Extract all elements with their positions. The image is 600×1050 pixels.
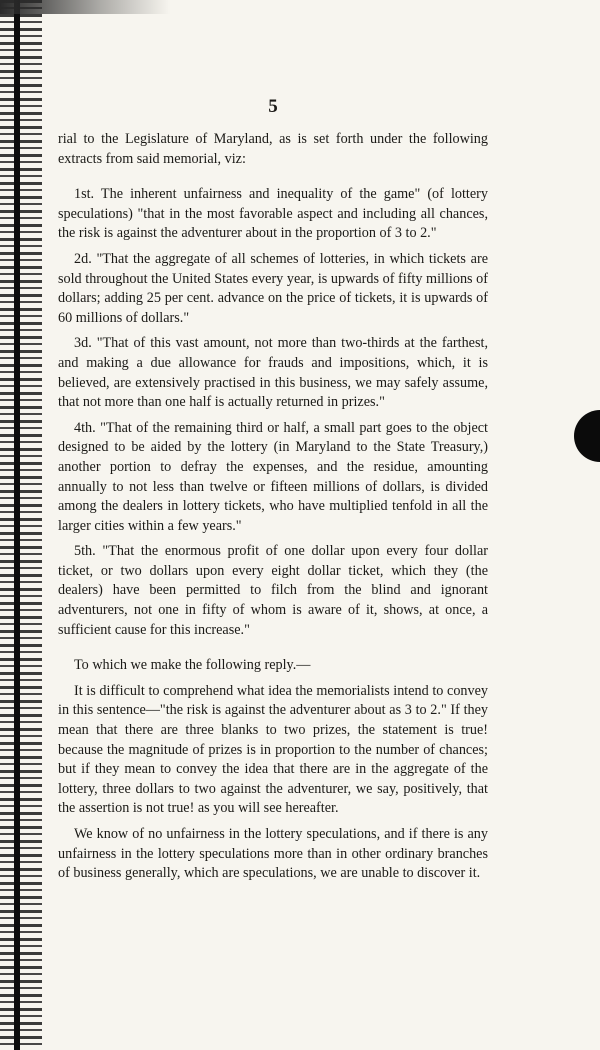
paragraph-reply: It is difficult to comprehend what idea the memorialists intend to convey in this sentence—"the risk is against the adventurer about as 3 to 2." If they mean that there are three blanks to two prizes, the statement is true! because the magnitude of prizes is in proportion to the number of chances; but if they mean to convey the idea that there are in the aggregate of the lottery, three dollars to two against the adventurer, we say, positively, that the assertion is not true! as you will see hereafter. — [58, 682, 488, 817]
page-number: 5 — [268, 96, 278, 117]
paragraph-4th: 4th. "That of the remaining third or half, a small part goes to the object designed to be aided by the lottery (in Maryland to the State Treasury,) another portion to defray the expenses, and the residue, amounting annually to not less than twelve or fifteen millions of dollars, is divided among the dealers in lottery tickets, who have multiplied tenfold in all the larger cities within a few years." — [58, 419, 488, 534]
paragraph-reply-heading: To which we make the following reply.— — [74, 657, 311, 674]
paragraph-2d: 2d. "That the aggregate of all schemes of lotteries, in which tickets are sold throughout the United States every year, is upwards of fifty millions of dollars; adding 25 per cent. advance on the price of tickets, it is upwards of 60 millions of dollars." — [58, 250, 488, 326]
punch-hole — [574, 410, 600, 462]
document-page — [58, 96, 488, 884]
binding-edge — [0, 0, 42, 1050]
scan-smudge — [0, 0, 170, 14]
paragraph-1st: 1st. The inherent unfairness and inequality of the game" (of lottery speculations) "that in the most favorable aspect and including all chances, the risk is against the adventurer about in the proportion of 3 to 2." — [58, 186, 488, 242]
paragraph-3d: 3d. "That of this vast amount, not more than two-thirds at the farthest, and making a due allowance for frauds and impositions, which, it is believed, are extensively practised in this business, we may safely assume, that not more than one half is actually returned in prizes." — [58, 335, 488, 411]
paragraph-closing: We know of no unfairness in the lottery speculations, and if there is any unfairness in the lottery speculations more than in other ordinary branches of business generally, which are speculations, we are unable to discover it. — [58, 826, 488, 882]
paragraph-5th: 5th. "That the enormous profit of one dollar upon every four dollar ticket, or two dollars upon every eight dollar ticket, which they (the dealers) have been permitted to filch from the blind and ignorant adventurers, not one in fifty of whom is aware of it, shows, at once, a sufficient cause for this increase." — [58, 543, 488, 638]
binding-spine — [14, 0, 20, 1050]
paragraph-intro: rial to the Legislature of Maryland, as is set forth under the following extracts from said memorial, viz: — [58, 131, 488, 167]
